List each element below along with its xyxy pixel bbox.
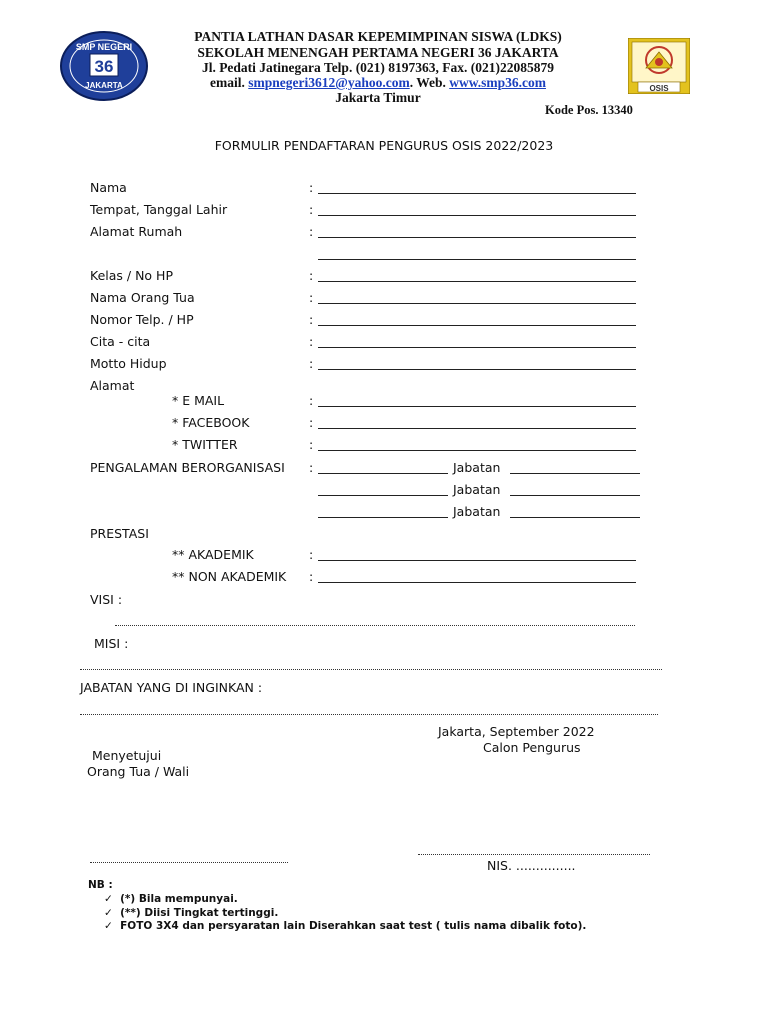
- input-line-alamat-rumah[interactable]: [318, 237, 636, 238]
- label-twitter: * TWITTER: [172, 437, 238, 452]
- note-text: FOTO 3X4 dan persyaratan lain Diserahkan saat test ( tulis nama dibalik foto).: [120, 920, 587, 932]
- input-line-cita[interactable]: [318, 347, 636, 348]
- input-line-motto[interactable]: [318, 369, 636, 370]
- colon: :: [309, 224, 314, 239]
- colon: :: [309, 290, 314, 305]
- web-link[interactable]: www.smp36.com: [449, 75, 546, 90]
- label-jabatan-diinginkan: JABATAN YANG DI INGINKAN :: [80, 680, 263, 695]
- kode-pos: Kode Pos. 13340: [545, 103, 633, 117]
- input-line-non-akademik[interactable]: [318, 582, 636, 583]
- menyetujui-label: Menyetujui: [92, 748, 162, 763]
- note-item: [104, 907, 278, 919]
- logo-left-number: 36: [94, 57, 114, 76]
- input-dots-jabatan[interactable]: [80, 714, 658, 715]
- input-line-organisasi-2[interactable]: [318, 495, 448, 496]
- input-line-akademik[interactable]: [318, 560, 636, 561]
- colon: :: [309, 334, 314, 349]
- signature-line-student[interactable]: [418, 854, 650, 855]
- input-line-twitter[interactable]: [318, 450, 636, 451]
- email-link[interactable]: smpnegeri3612@yahoo.com: [248, 75, 410, 90]
- label-nama: Nama: [90, 180, 127, 195]
- input-line-telp[interactable]: [318, 325, 636, 326]
- input-line-nama[interactable]: [318, 193, 636, 194]
- header-line-3: Jl. Pedati Jatinegara Telp. (021) 8197363, Fax. (021)22085879: [201, 60, 555, 75]
- label-alamat: Alamat: [90, 378, 135, 393]
- note-text: (*) Bila mempunyai.: [120, 893, 238, 905]
- note-item: [104, 920, 586, 932]
- logo-left-top-text: SMP NEGERI: [75, 42, 133, 52]
- header-line-4: [150, 75, 606, 91]
- signature-line-parent[interactable]: [90, 862, 288, 863]
- colon: :: [309, 437, 314, 452]
- label-cita: Cita - cita: [90, 334, 151, 349]
- label-pengalaman: PENGALAMAN BERORGANISASI: [90, 460, 285, 475]
- colon: :: [309, 312, 314, 327]
- input-line-jabatan-2[interactable]: [510, 495, 640, 496]
- label-visi: VISI :: [90, 592, 123, 607]
- label-motto: Motto Hidup: [90, 356, 167, 371]
- nb-label: NB :: [88, 879, 113, 891]
- label-akademik: ** AKADEMIK: [172, 547, 254, 562]
- school-logo: [60, 30, 148, 102]
- logo-left-bottom-text: JAKARTA: [85, 81, 123, 90]
- colon: :: [309, 202, 314, 217]
- logo-right-text: OSIS: [649, 84, 669, 93]
- label-email: * E MAIL: [172, 393, 225, 408]
- colon: :: [309, 547, 314, 562]
- input-dots-visi[interactable]: [115, 625, 635, 626]
- input-line-kelas[interactable]: [318, 281, 636, 282]
- colon: :: [309, 393, 314, 408]
- label-facebook: * FACEBOOK: [172, 415, 250, 430]
- input-line-alamat-rumah-2[interactable]: [318, 259, 636, 260]
- input-line-ttl[interactable]: [318, 215, 636, 216]
- colon: :: [309, 460, 314, 475]
- input-line-organisasi-3[interactable]: [318, 517, 448, 518]
- note-text: (**) Diisi Tingkat tertinggi.: [120, 907, 279, 919]
- label-ortu: Nama Orang Tua: [90, 290, 195, 305]
- label-jabatan: Jabatan: [453, 482, 501, 497]
- header-line-1: PANTIA LATHAN DASAR KEPEMIMPINAN SISWA (LDKS): [194, 29, 562, 44]
- email-label: email.: [210, 75, 245, 90]
- osis-logo: [628, 38, 690, 94]
- place-date: Jakarta, September 2022: [438, 724, 595, 739]
- form-title: FORMULIR PENDAFTARAN PENGURUS OSIS 2022/2023: [214, 138, 554, 153]
- colon: :: [309, 569, 314, 584]
- check-icon: ✓: [104, 920, 113, 932]
- label-jabatan: Jabatan: [453, 504, 501, 519]
- input-dots-misi[interactable]: [80, 669, 662, 670]
- label-telp: Nomor Telp. / HP: [90, 312, 194, 327]
- input-line-email[interactable]: [318, 406, 636, 407]
- colon: :: [309, 268, 314, 283]
- label-jabatan: Jabatan: [453, 460, 501, 475]
- label-misi: MISI :: [94, 636, 129, 651]
- colon: :: [309, 415, 314, 430]
- input-line-jabatan-1[interactable]: [510, 473, 640, 474]
- header-line-5: Jakarta Timur: [335, 90, 421, 105]
- label-prestasi: PRESTASI: [90, 526, 149, 541]
- colon: :: [309, 180, 314, 195]
- colon: :: [309, 356, 314, 371]
- label-kelas: Kelas / No HP: [90, 268, 173, 283]
- web-label: . Web.: [409, 75, 446, 90]
- header-line-2: SEKOLAH MENENGAH PERTAMA NEGERI 36 JAKARTA: [197, 45, 559, 60]
- label-alamat-rumah: Alamat Rumah: [90, 224, 183, 239]
- calon-pengurus-label: Calon Pengurus: [483, 740, 581, 755]
- check-icon: ✓: [104, 907, 113, 919]
- input-line-organisasi-1[interactable]: [318, 473, 448, 474]
- input-line-jabatan-3[interactable]: [510, 517, 640, 518]
- label-ttl: Tempat, Tanggal Lahir: [90, 202, 228, 217]
- input-line-ortu[interactable]: [318, 303, 636, 304]
- note-item: [104, 893, 238, 905]
- orang-tua-label: Orang Tua / Wali: [87, 764, 190, 779]
- check-icon: ✓: [104, 893, 113, 905]
- input-line-facebook[interactable]: [318, 428, 636, 429]
- label-non-akademik: ** NON AKADEMIK: [172, 569, 287, 584]
- nis-label: NIS. ...............: [487, 858, 576, 873]
